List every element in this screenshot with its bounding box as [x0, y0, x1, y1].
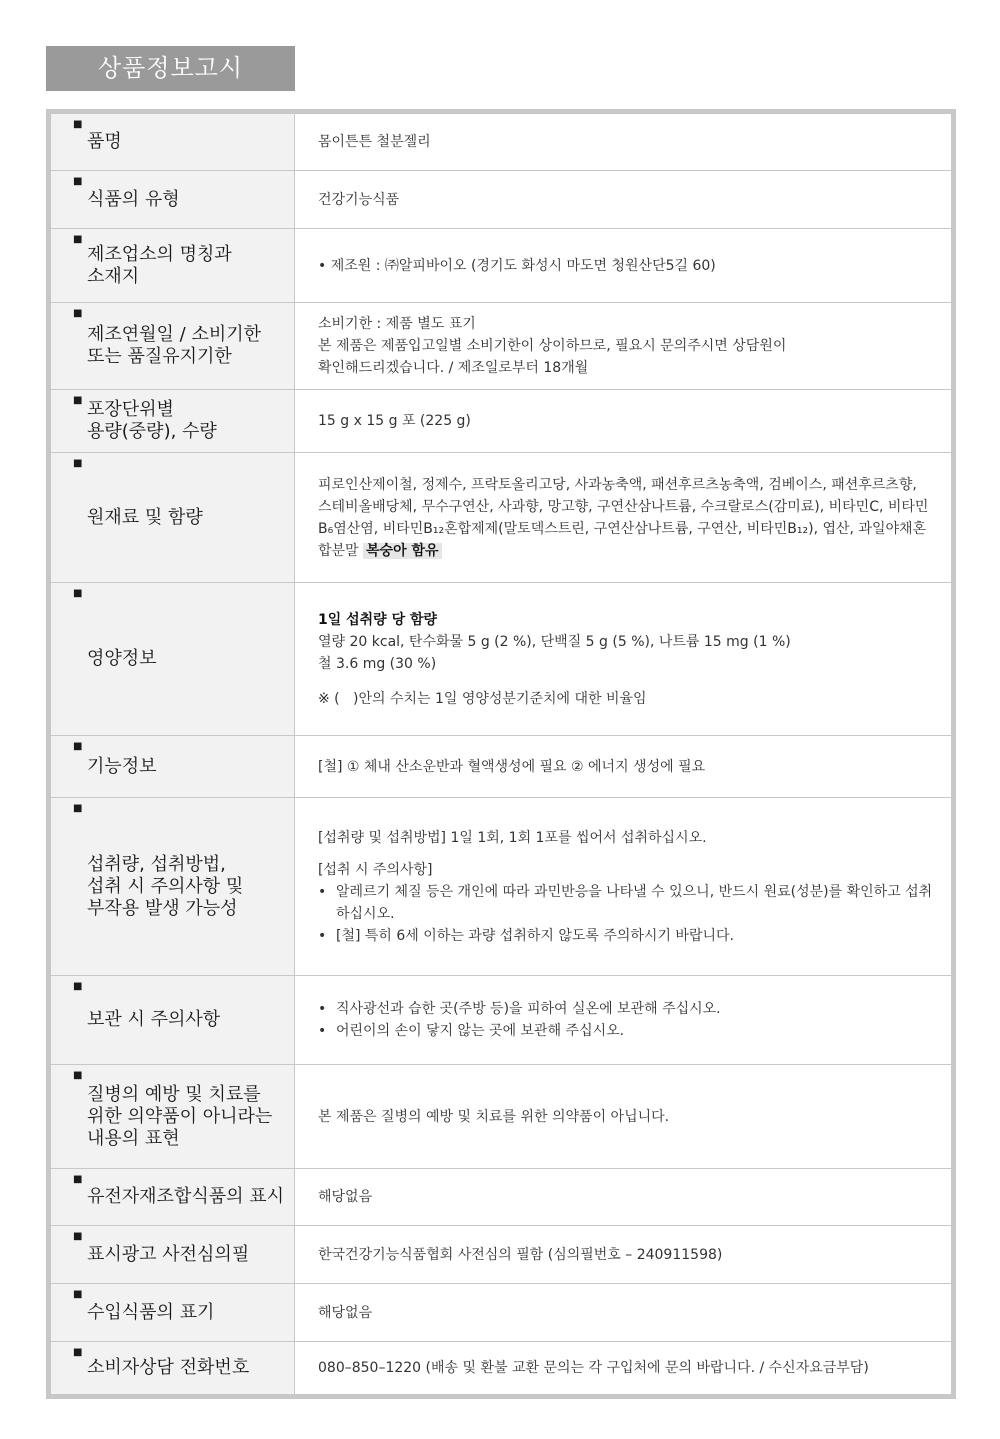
square-bullet-icon: ■ — [73, 1347, 83, 1358]
row-value-cell — [295, 736, 951, 797]
row-value: 해당없음 — [318, 1304, 373, 1321]
row-label: 기능정보 — [87, 755, 157, 777]
table-row — [51, 1342, 951, 1394]
row-value: 건강기능식품 — [318, 191, 400, 208]
square-bullet-icon: ■ — [73, 176, 83, 187]
bullet-dot-icon: • — [318, 927, 327, 944]
row-label-cell — [51, 736, 295, 797]
row-label: 유전자재조합식품의 표시 — [87, 1186, 284, 1207]
bullet-dot-icon: • — [318, 1001, 327, 1017]
row-value-cell — [295, 798, 951, 975]
square-bullet-icon: ■ — [73, 803, 83, 814]
caution-heading: [섭취 시 주의사항] — [318, 861, 433, 878]
table-row — [51, 736, 951, 798]
row-label-cell — [51, 798, 295, 975]
row-label-cell — [51, 229, 295, 302]
row-value: 080–850–1220 (배송 및 환불 교환 문의는 각 구입처에 문의 바랍니다. / 수신자요금부담) — [318, 1360, 869, 1376]
product-info-table — [46, 109, 956, 1399]
row-label: 섭취량, 섭취방법, 섭취 시 주의사항 및 부작용 발생 가능성 — [87, 853, 244, 919]
row-value-cell — [295, 114, 951, 170]
section-title: 상품정보고시 — [46, 46, 295, 91]
row-value-cell — [295, 1169, 951, 1225]
table-row — [51, 1226, 951, 1284]
row-value-cell — [295, 229, 951, 302]
row-label-cell — [51, 1226, 295, 1283]
list-item: • 어린이의 손이 닿지 않는 곳에 보관해 주십시오. — [318, 1020, 933, 1042]
square-bullet-icon: ■ — [73, 1174, 83, 1185]
row-label-cell — [51, 1284, 295, 1341]
row-value-cell — [295, 976, 951, 1064]
table-row — [51, 114, 951, 171]
row-value-cell — [295, 1226, 951, 1283]
list-item: • [철] 특히 6세 이하는 과량 섭취하지 않도록 주의하시기 바랍니다. — [318, 925, 933, 947]
row-label: 제조연월일 / 소비기한 또는 품질유지기한 — [87, 324, 261, 367]
square-bullet-icon: ■ — [73, 119, 83, 130]
row-label-cell — [51, 1065, 295, 1168]
row-label-cell — [51, 114, 295, 170]
row-label: 영양정보 — [87, 648, 157, 669]
bullet-dot-icon: • — [318, 1023, 327, 1039]
table-row — [51, 390, 951, 453]
ingredients-text — [318, 474, 933, 562]
row-value-line: 소비기한 : 제품 별도 표기 — [318, 316, 476, 332]
list-item: • 알레르기 체질 등은 개인에 따라 과민반응을 나타낼 수 있으니, 반드시 원료(성분)를 확인하고 섭취하십시오. — [318, 881, 933, 925]
bullet-dot-icon: • — [318, 883, 327, 900]
ingredients-list: 피로인산제이철, 정제수, 프락토올리고당, 사과농축액, 패션후르츠농축액, 검베이스, 패션후르츠향, 스테비올배당체, 무수구연산, 사과향, 망고향, 구연산삼나트륨, 수크랄로스(감미료), 비타민C, 비타민B₆염산염, 비타민B₁₂혼합제제(말토덱스트린, 구연산삼나트륨, 구연산, 비타민B₁₂), 엽산, 과일야채혼합분말 — [318, 476, 929, 559]
list-item: • 직사광선과 습한 곳(주방 등)을 피하여 실온에 보관해 주십시오. — [318, 998, 933, 1020]
row-label-cell — [51, 583, 295, 735]
nutrition-heading: 1일 섭취량 당 함량 — [318, 611, 438, 628]
row-label: 소비자상담 전화번호 — [87, 1357, 250, 1378]
row-value-cell — [295, 583, 951, 735]
square-bullet-icon: ■ — [73, 458, 83, 469]
table-row — [51, 583, 951, 736]
intake-method: [섭취량 및 섭취방법] 1일 1회, 1회 1포를 씹어서 섭취하십시오. — [318, 829, 707, 846]
row-label-cell — [51, 1169, 295, 1225]
row-label: 질병의 예방 및 치료를 위한 의약품이 아니라는 내용의 표현 — [87, 1083, 273, 1149]
row-value: 몸이튼튼 철분젤리 — [318, 134, 431, 150]
table-row — [51, 229, 951, 303]
table-row — [51, 1169, 951, 1226]
row-value-cell — [295, 1342, 951, 1394]
row-label: 품명 — [87, 131, 122, 152]
nutrition-line: 철 3.6 mg (30 %) — [318, 655, 437, 672]
square-bullet-icon: ■ — [73, 741, 83, 752]
row-value: 해당없음 — [318, 1189, 373, 1205]
square-bullet-icon: ■ — [73, 395, 83, 406]
square-bullet-icon: ■ — [73, 308, 83, 319]
row-label-cell — [51, 303, 295, 389]
row-value-cell — [295, 390, 951, 452]
square-bullet-icon: ■ — [73, 1289, 83, 1300]
nutrition-note: ※ ( )안의 수치는 1일 영양성분기준치에 대한 비율임 — [318, 690, 647, 707]
square-bullet-icon: ■ — [73, 981, 83, 992]
row-value: [철] ① 체내 산소운반과 혈액생성에 필요 ② 에너지 생성에 필요 — [318, 758, 706, 775]
row-value-line: 확인해드리겠습니다. / 제조일로부터 18개월 — [318, 360, 589, 376]
row-label: 수입식품의 표기 — [87, 1301, 215, 1323]
table-row — [51, 453, 951, 583]
row-label-cell — [51, 390, 295, 452]
row-label-cell — [51, 171, 295, 228]
row-label: 표시광고 사전심의필 — [87, 1243, 250, 1265]
table-row — [51, 171, 951, 229]
nutrition-line: 열량 20 kcal, 탄수화물 5 g (2 %), 단백질 5 g (5 %), 나트륨 15 mg (1 %) — [318, 633, 791, 650]
table-row — [51, 303, 951, 390]
row-label: 포장단위별 용량(중량), 수량 — [87, 399, 217, 442]
square-bullet-icon: ■ — [73, 234, 83, 245]
row-value-cell — [295, 171, 951, 228]
peach-allergen-highlight: 복숭아 함유 — [363, 543, 442, 559]
square-bullet-icon: ■ — [73, 1231, 83, 1242]
row-value: • 제조원 : ㈜알피바이오 (경기도 화성시 마도면 청원산단5길 60) — [318, 257, 716, 274]
spacer — [318, 675, 933, 688]
row-label: 원재료 및 함량 — [87, 506, 203, 528]
row-label: 식품의 유형 — [87, 188, 180, 210]
square-bullet-icon: ■ — [73, 1070, 83, 1081]
row-value: 한국건강기능식품협회 사전심의 필함 (심의필번호 – 240911598) — [318, 1246, 723, 1263]
table-row — [51, 798, 951, 976]
row-value-line: 본 제품은 제품입고일별 소비기한이 상이하므로, 필요시 문의주시면 상담원이 — [318, 338, 787, 354]
row-value: 15 g x 15 g 포 (225 g) — [318, 413, 471, 429]
spacer — [318, 849, 933, 859]
row-label-cell — [51, 1342, 295, 1394]
table-row — [51, 1065, 951, 1169]
row-label: 보관 시 주의사항 — [87, 1009, 221, 1030]
row-label: 제조업소의 명칭과 소재지 — [87, 243, 232, 287]
row-value-cell — [295, 453, 951, 582]
table-row — [51, 1284, 951, 1342]
row-value-cell — [295, 303, 951, 389]
row-label-cell — [51, 453, 295, 582]
row-value-cell — [295, 1065, 951, 1168]
row-label-cell — [51, 976, 295, 1064]
row-value: 본 제품은 질병의 예방 및 치료를 위한 의약품이 아닙니다. — [318, 1108, 670, 1125]
square-bullet-icon: ■ — [73, 588, 83, 599]
table-row — [51, 976, 951, 1065]
row-value-cell — [295, 1284, 951, 1341]
